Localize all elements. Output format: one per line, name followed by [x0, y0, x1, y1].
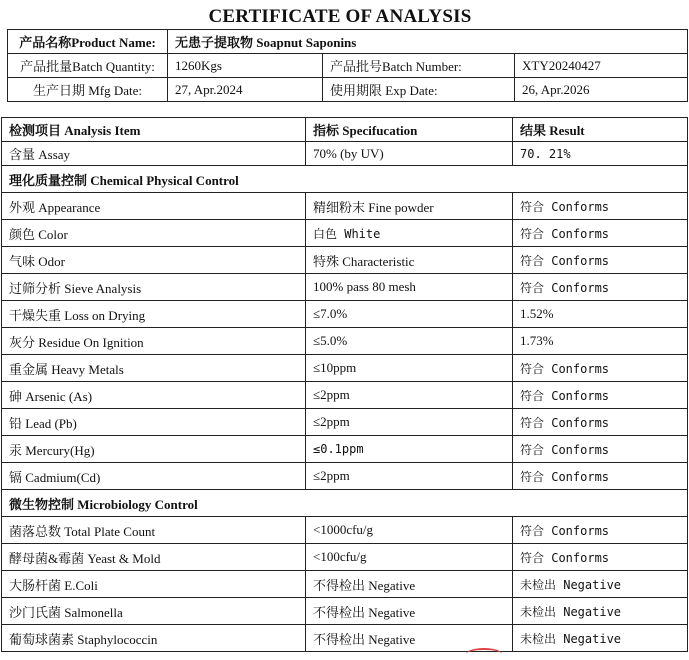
section-title-chemical: 理化质量控制 Chemical Physical Control: [2, 166, 688, 193]
table-row: [2, 301, 688, 328]
assay-spec: 70% (by UV): [306, 142, 513, 166]
table-row: [2, 625, 688, 652]
table-row: [2, 355, 688, 382]
cell-item: 重金属 Heavy Metals: [2, 355, 306, 382]
product-name-value: 无患子提取物 Soapnut Saponins: [168, 30, 688, 54]
cell-result: 未检出 Negative: [513, 571, 688, 598]
cell-item: 外观 Appearance: [2, 193, 306, 220]
cell-result: 符合 Conforms: [513, 193, 688, 220]
cell-result: 符合 Conforms: [513, 544, 688, 571]
cell-result: 符合 Conforms: [513, 436, 688, 463]
section-row-micro: [2, 490, 688, 517]
column-header-spec: 指标 Specifucation: [306, 118, 513, 142]
table-row: [2, 409, 688, 436]
assay-result: 70. 21%: [513, 142, 688, 166]
cell-spec: ≤7.0%: [306, 301, 513, 328]
assay-item: 含量 Assay: [2, 142, 306, 166]
cell-item: 酵母菌&霉菌 Yeast & Mold: [2, 544, 306, 571]
cell-spec: <100cfu/g: [306, 544, 513, 571]
cell-spec: ≤2ppm: [306, 382, 513, 409]
section-row-chemical: [2, 166, 688, 193]
cell-spec: 不得检出 Negative: [306, 625, 513, 652]
section-title-micro: 微生物控制 Microbiology Control: [2, 490, 688, 517]
assay-row: [2, 142, 688, 166]
cell-result: 符合 Conforms: [513, 382, 688, 409]
mfg-date-label: 生产日期 Mfg Date:: [8, 78, 168, 102]
batch-quantity-value: 1260Kgs: [168, 54, 323, 78]
product-name-label: 产品名称Product Name:: [8, 30, 168, 54]
stamp-edge: [466, 648, 502, 660]
cell-result: 符合 Conforms: [513, 247, 688, 274]
table-header-row: [2, 118, 688, 142]
table-row: [2, 193, 688, 220]
batch-number-label: 产品批号Batch Number:: [323, 54, 515, 78]
batch-quantity-label: 产品批量Batch Quantity:: [8, 54, 168, 78]
table-row: [2, 517, 688, 544]
table-row: [2, 436, 688, 463]
batch-row: [8, 54, 688, 78]
cell-item: 菌落总数 Total Plate Count: [2, 517, 306, 544]
date-row: [8, 78, 688, 102]
cell-item: 过筛分析 Sieve Analysis: [2, 274, 306, 301]
cell-result: 符合 Conforms: [513, 463, 688, 490]
cell-item: 砷 Arsenic (As): [2, 382, 306, 409]
cell-spec: 不得检出 Negative: [306, 598, 513, 625]
cell-spec: ≤0.1ppm: [306, 436, 513, 463]
cell-item: 铅 Lead (Pb): [2, 409, 306, 436]
table-row: [2, 274, 688, 301]
cell-result: 符合 Conforms: [513, 274, 688, 301]
document-title: CERTIFICATE OF ANALYSIS: [208, 6, 472, 27]
cell-item: 沙门氏菌 Salmonella: [2, 598, 306, 625]
cell-item: 葡萄球菌素 Staphylococcin: [2, 625, 306, 652]
exp-date-label: 使用期限 Exp Date:: [323, 78, 515, 102]
cell-spec: ≤10ppm: [306, 355, 513, 382]
analysis-table: [1, 117, 688, 652]
exp-date-value: 26, Apr.2026: [515, 78, 688, 102]
table-row: [2, 544, 688, 571]
cell-result: 符合 Conforms: [513, 517, 688, 544]
cell-spec: ≤2ppm: [306, 463, 513, 490]
cell-spec: ≤5.0%: [306, 328, 513, 355]
table-row: [2, 598, 688, 625]
cell-item: 灰分 Residue On Ignition: [2, 328, 306, 355]
product-info-table: [7, 29, 688, 102]
cell-spec: 100% pass 80 mesh: [306, 274, 513, 301]
table-row: [2, 247, 688, 274]
cell-spec: 特殊 Characteristic: [306, 247, 513, 274]
cell-spec: 白色 White: [306, 220, 513, 247]
cell-result: 符合 Conforms: [513, 409, 688, 436]
batch-number-value: XTY20240427: [515, 54, 688, 78]
cell-item: 大肠杆菌 E.Coli: [2, 571, 306, 598]
column-header-result: 结果 Result: [513, 118, 688, 142]
cell-result: 符合 Conforms: [513, 220, 688, 247]
table-row: [2, 382, 688, 409]
cell-spec: 不得检出 Negative: [306, 571, 513, 598]
cell-result: 未检出 Negative: [513, 598, 688, 625]
cell-result: 未检出 Negative: [513, 625, 688, 652]
cell-item: 颜色 Color: [2, 220, 306, 247]
table-row: [2, 463, 688, 490]
mfg-date-value: 27, Apr.2024: [168, 78, 323, 102]
cell-spec: 精细粉末 Fine powder: [306, 193, 513, 220]
table-row: [2, 571, 688, 598]
cell-item: 汞 Mercury(Hg): [2, 436, 306, 463]
table-row: [2, 220, 688, 247]
cell-result: 1.52%: [513, 301, 688, 328]
cell-spec: ≤2ppm: [306, 409, 513, 436]
cell-result: 符合 Conforms: [513, 355, 688, 382]
cell-spec: <1000cfu/g: [306, 517, 513, 544]
cell-result: 1.73%: [513, 328, 688, 355]
cell-item: 干燥失重 Loss on Drying: [2, 301, 306, 328]
product-name-row: [8, 30, 688, 54]
column-header-item: 检测项目 Analysis Item: [2, 118, 306, 142]
table-row: [2, 328, 688, 355]
cell-item: 镉 Cadmium(Cd): [2, 463, 306, 490]
cell-item: 气味 Odor: [2, 247, 306, 274]
